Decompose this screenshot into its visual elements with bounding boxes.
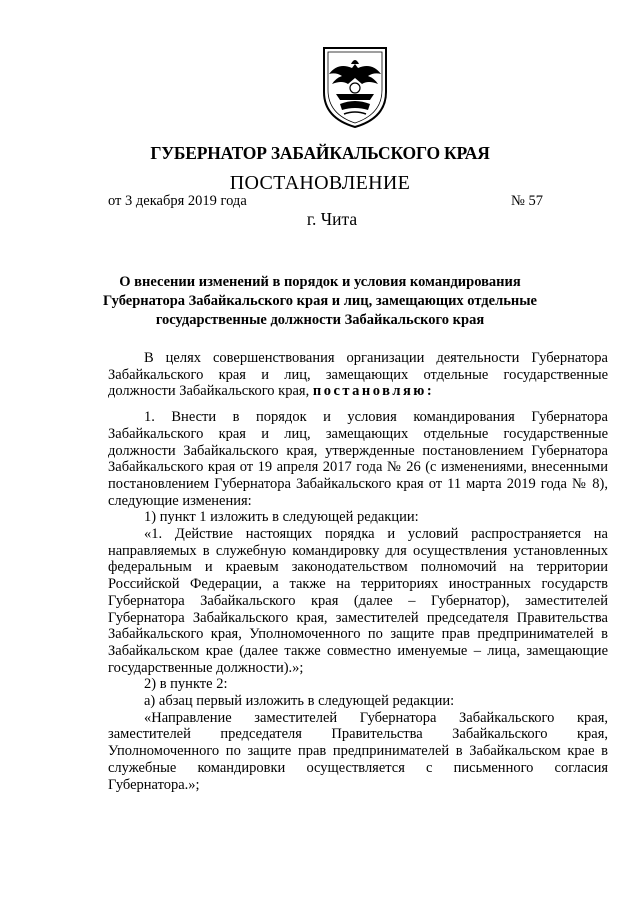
subitem-2a-paragraph: а) абзац первый изложить в следующей редакции: xyxy=(144,693,455,710)
item-1-paragraph: 1. Внести в порядок и условия командирования Губернатора Забайкальского края и лиц, замещающих отдельные государственные должности Забайкальского края, утвержденные постановлением Губернатора Забайкальского края от 19 апреля 2017 года № 26 (с изменениями, внесенными постановлением Губернатора Забайкальского края от 11 марта 2019 года № 8), следующие изменения: xyxy=(108,409,608,509)
document-subject xyxy=(0,273,640,330)
decree-word: постановляю: xyxy=(312,383,435,400)
quote-2-paragraph: «Направление заместителей Губернатора Забайкальского края, заместителей председателя Правительства Забайкальского края, Уполномоченного по защите прав предпринимателей в Забайкальском крае в служебные командировки осуществляется с письменного согласия Губернатора.»; xyxy=(108,709,608,793)
subject-line: О внесении изменений в порядок и условия командирования xyxy=(119,274,521,290)
subject-line: Губернатора Забайкальского края и лиц, замещающих отдельные xyxy=(103,293,537,309)
document-body xyxy=(108,350,608,793)
subitem-1-paragraph: 1) пункт 1 изложить в следующей редакции: xyxy=(144,509,419,526)
zabaikalsky-coat-of-arms-icon xyxy=(318,44,392,130)
document-date: от 3 декабря 2019 года xyxy=(108,193,247,209)
document-number: № 57 xyxy=(511,193,543,209)
preamble-paragraph xyxy=(108,350,608,400)
subitem-2-paragraph: 2) в пункте 2: xyxy=(144,676,228,693)
authority-title: ГУБЕРНАТОР ЗАБАЙКАЛЬСКОГО КРАЯ xyxy=(150,143,490,163)
document-type: ПОСТАНОВЛЕНИЕ xyxy=(229,172,411,194)
document-city: г. Чита xyxy=(306,209,358,229)
quote-1-paragraph: «1. Действие настоящих порядка и условий распространяется на направляемых в служебную командировку для осуществления установленных федеральным и краевым законодательством полномочий на территории Российской Федерации, а также на территориях иностранных государств Губернатора Забайкальского края (далее – Губернатор), заместителей Губернатора Забайкальского края, заместителей председателя Правительства Забайкальского края, Уполномоченного по защите прав предпринимателей в Забайкальском крае (далее также совместно именуемые – лица, замещающие государственные должности).»; xyxy=(108,526,608,676)
preamble-text: В целях совершенствования организации деятельности Губернатора Забайкальского края и лиц, замещающих отдельные государственные должности Забайкальского края, xyxy=(108,350,608,400)
subject-line: государственные должности Забайкальского края xyxy=(155,312,485,328)
